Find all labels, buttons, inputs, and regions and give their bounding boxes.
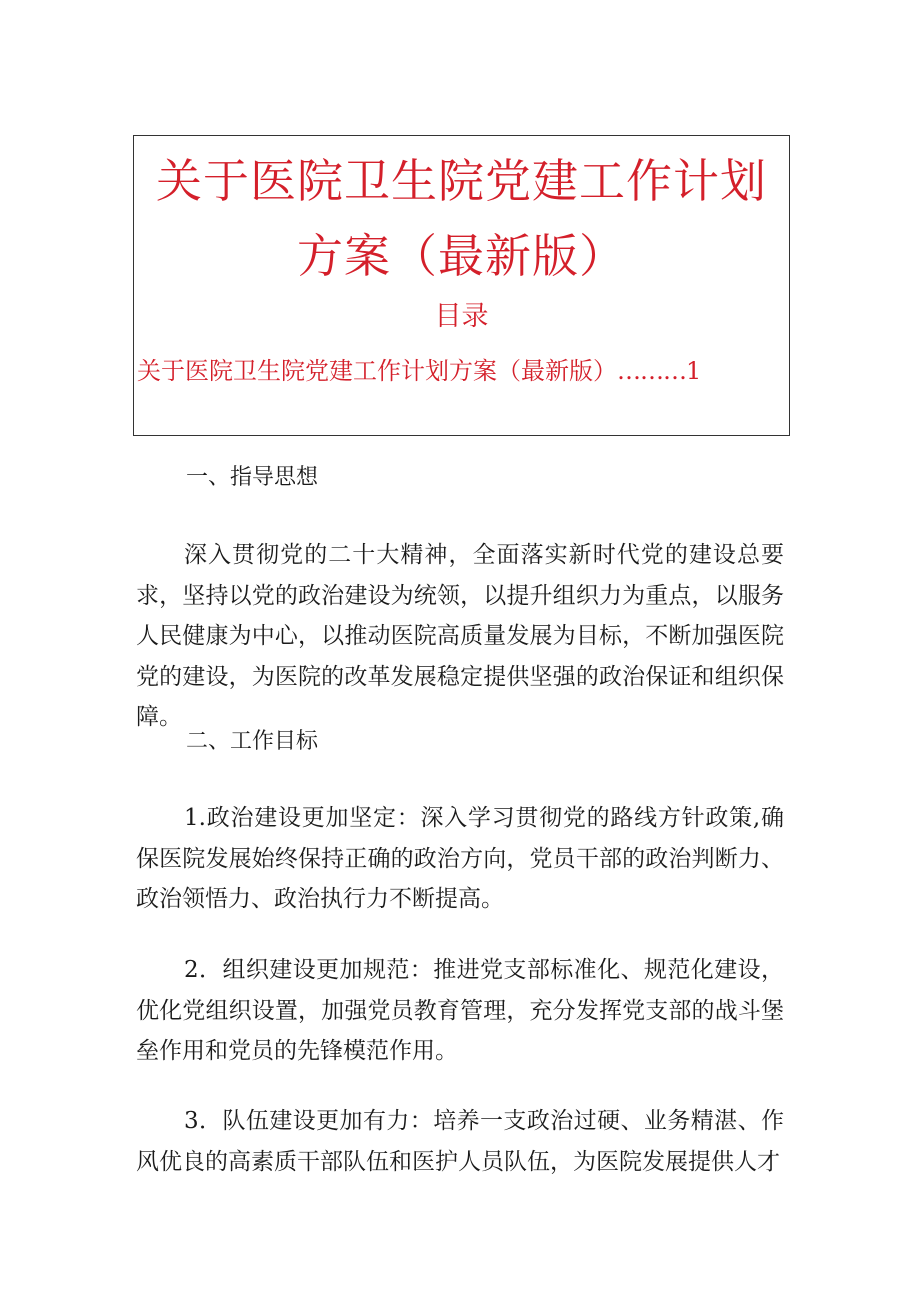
document-title-line-2: 方案（最新版） bbox=[297, 229, 626, 283]
paragraph-goal-1: 1.政治建设更加坚定：深入学习贯彻党的路线方针政策,确保医院发展始终保持正确的政治方向，党员干部的政治判断力、政治领悟力、政治执行力不断提高。 bbox=[136, 805, 784, 912]
toc-entry-text: 关于医院卫生院党建工作计划方案（最新版） bbox=[137, 357, 617, 385]
toc-entry-leader: ……… bbox=[617, 357, 686, 385]
paragraph-goal-3: 3．队伍建设更加有力：培养一支政治过硬、业务精湛、作风优良的高素质干部队伍和医护人员队伍，为医院发展提供人才 bbox=[136, 1108, 784, 1175]
paragraph-guiding-ideology: 深入贯彻党的二十大精神，全面落实新时代党的建设总要求，坚持以党的政治建设为统领，以提升组织力为重点，以服务人民健康为中心，以推动医院高质量发展为目标，不断加强医院党的建设，为医院的改革发展稳定提供坚强的政治保证和组织保障。 bbox=[136, 542, 784, 730]
toc-entry[interactable] bbox=[137, 354, 783, 388]
title-box bbox=[133, 135, 790, 436]
section-heading-guiding-ideology: 一、指导思想 bbox=[186, 465, 319, 490]
section-heading-work-goals: 二、工作目标 bbox=[186, 729, 319, 754]
toc-entry-page: 1 bbox=[686, 357, 702, 385]
document-title-line-1: 关于医院卫生院党建工作计划 bbox=[156, 154, 767, 208]
toc-heading: 目录 bbox=[434, 301, 489, 332]
paragraph-goal-2: 2．组织建设更加规范：推进党支部标准化、规范化建设，优化党组织设置，加强党员教育管理，充分发挥党支部的战斗堡垒作用和党员的先锋模范作用。 bbox=[136, 957, 784, 1064]
